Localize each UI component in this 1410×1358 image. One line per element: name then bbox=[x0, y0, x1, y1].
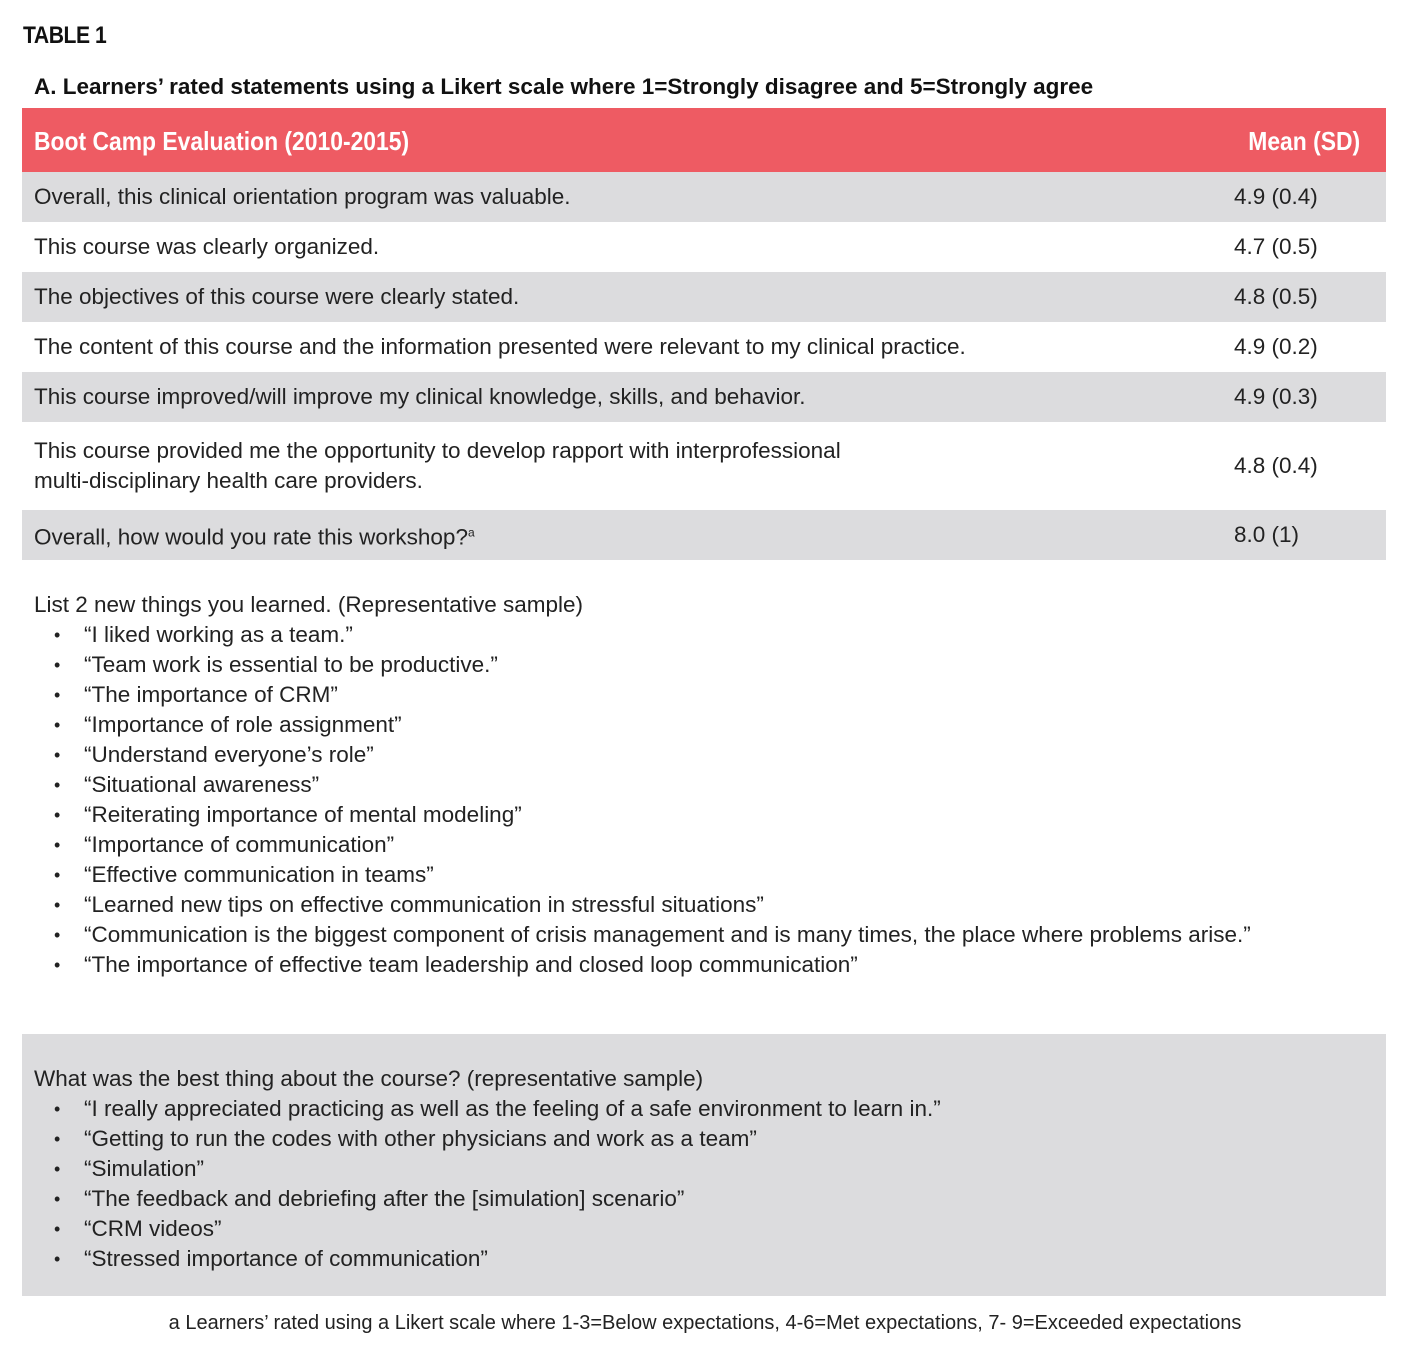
table-row bbox=[22, 510, 1386, 560]
list-item-text: “The importance of effective team leadership and closed loop communication” bbox=[84, 952, 858, 977]
bullet-icon: • bbox=[54, 925, 61, 945]
table-header-row bbox=[22, 108, 1386, 172]
bullet-icon: • bbox=[54, 895, 61, 915]
row-statement bbox=[34, 436, 1154, 496]
list-item-text: “Understand everyone’s role” bbox=[84, 742, 374, 767]
best-thing-list bbox=[34, 1094, 1386, 1274]
list-item-text: “CRM videos” bbox=[84, 1216, 222, 1241]
row-statement-line: This course provided me the opportunity to develop rapport with interprofessional bbox=[34, 438, 841, 463]
list-item-text: “I really appreciated practicing as well as the feeling of a safe environment to learn in.” bbox=[84, 1096, 941, 1121]
list-item-text: “The feedback and debriefing after the [simulation] scenario” bbox=[84, 1186, 685, 1211]
table-row bbox=[22, 172, 1386, 222]
bullet-icon: • bbox=[54, 655, 61, 675]
list-item bbox=[34, 1184, 1264, 1214]
bullet-icon: • bbox=[54, 715, 61, 735]
list-item-text: “Learned new tips on effective communication in stressful situations” bbox=[84, 892, 764, 917]
best-thing-section bbox=[22, 1034, 1386, 1296]
list-item bbox=[34, 1154, 1264, 1184]
bullet-icon: • bbox=[54, 1219, 61, 1239]
bullet-icon: • bbox=[54, 625, 61, 645]
best-thing-heading: What was the best thing about the course? (representative sample) bbox=[34, 1066, 704, 1091]
bullet-icon: • bbox=[54, 1189, 61, 1209]
list-item bbox=[34, 680, 1264, 710]
bullet-icon: • bbox=[54, 1129, 61, 1149]
row-statement-line: multi-disciplinary health care providers. bbox=[34, 468, 423, 493]
bullet-icon: • bbox=[54, 685, 61, 705]
table-row bbox=[22, 422, 1386, 510]
list-item-text: “Effective communication in teams” bbox=[84, 862, 434, 887]
list-item-text: “Situational awareness” bbox=[84, 772, 320, 797]
header-evaluation: Boot Camp Evaluation (2010-2015) bbox=[34, 126, 410, 156]
list-item bbox=[34, 650, 1264, 680]
list-item bbox=[34, 740, 1264, 770]
bullet-icon: • bbox=[54, 865, 61, 885]
row-statement: This course improved/will improve my clinical knowledge, skills, and behavior. bbox=[34, 384, 806, 409]
row-statement: This course was clearly organized. bbox=[34, 234, 380, 259]
table-row bbox=[22, 222, 1386, 272]
row-mean-sd: 4.9 (0.4) bbox=[1234, 184, 1318, 209]
list-item-text: “The importance of CRM” bbox=[84, 682, 338, 707]
bullet-icon: • bbox=[54, 1249, 61, 1269]
bullet-icon: • bbox=[54, 745, 61, 765]
row-mean-sd: 4.8 (0.5) bbox=[1234, 284, 1318, 309]
bullet-icon: • bbox=[54, 805, 61, 825]
list-item bbox=[34, 1094, 1264, 1124]
list-item-text: “Importance of role assignment” bbox=[84, 712, 402, 737]
row-statement bbox=[34, 518, 1154, 553]
list-item bbox=[34, 1214, 1264, 1244]
row-mean-sd: 8.0 (1) bbox=[1234, 522, 1300, 547]
row-statement: The objectives of this course were clearly stated. bbox=[34, 284, 520, 309]
bullet-icon: • bbox=[54, 775, 61, 795]
list-item bbox=[34, 950, 1264, 980]
bullet-icon: • bbox=[54, 1099, 61, 1119]
list-item bbox=[34, 1244, 1264, 1274]
section-title: A. Learners’ rated statements using a Likert scale where 1=Strongly disagree and 5=Strongly agree bbox=[34, 74, 1094, 99]
row-mean-sd: 4.9 (0.2) bbox=[1234, 334, 1318, 359]
row-mean-sd: 4.7 (0.5) bbox=[1234, 234, 1318, 259]
list-item bbox=[34, 830, 1264, 860]
table-row bbox=[22, 372, 1386, 422]
list-item bbox=[34, 800, 1264, 830]
evaluation-table bbox=[22, 108, 1386, 560]
table-row bbox=[22, 322, 1386, 372]
table-label: TABLE 1 bbox=[23, 22, 107, 49]
bullet-icon: • bbox=[54, 1159, 61, 1179]
footnote-marker: a bbox=[467, 525, 475, 540]
list-item-text: “Stressed importance of communication” bbox=[84, 1246, 488, 1271]
row-statement: The content of this course and the information presented were relevant to my clinical practice. bbox=[34, 334, 966, 359]
list-item-text: “Getting to run the codes with other physicians and work as a team” bbox=[84, 1126, 757, 1151]
list-item bbox=[34, 620, 1264, 650]
list-item bbox=[34, 890, 1264, 920]
list-item bbox=[34, 710, 1264, 740]
list-item-text: “Reiterating importance of mental modeling” bbox=[84, 802, 522, 827]
bullet-icon: • bbox=[54, 835, 61, 855]
list-item bbox=[34, 770, 1264, 800]
list-item bbox=[34, 920, 1264, 950]
row-mean-sd: 4.9 (0.3) bbox=[1234, 384, 1318, 409]
header-mean-sd: Mean (SD) bbox=[1248, 126, 1360, 156]
row-statement-text: Overall, how would you rate this workshop? bbox=[34, 524, 468, 550]
bullet-icon: • bbox=[54, 955, 61, 975]
row-statement: Overall, this clinical orientation program was valuable. bbox=[34, 184, 571, 209]
list-item-text: “I liked working as a team.” bbox=[84, 622, 353, 647]
list-item-text: “Simulation” bbox=[84, 1156, 205, 1181]
table-row bbox=[22, 272, 1386, 322]
list-item bbox=[34, 860, 1264, 890]
list-item bbox=[34, 1124, 1264, 1154]
list-item-text: “Team work is essential to be productive.” bbox=[84, 652, 498, 677]
learned-list bbox=[34, 620, 1386, 980]
row-mean-sd: 4.8 (0.4) bbox=[1234, 453, 1318, 478]
list-item-text: “Communication is the biggest component of crisis management and is many times, the place where problems arise.” bbox=[84, 922, 1251, 947]
learned-section bbox=[22, 590, 1386, 980]
learned-heading: List 2 new things you learned. (Representative sample) bbox=[34, 592, 584, 617]
table-footnote: a Learners’ rated using a Likert scale where 1-3=Below expectations, 4-6=Met expectations, 7- 9=Exceeded expectations bbox=[168, 1312, 1242, 1334]
list-item-text: “Importance of communication” bbox=[84, 832, 395, 857]
